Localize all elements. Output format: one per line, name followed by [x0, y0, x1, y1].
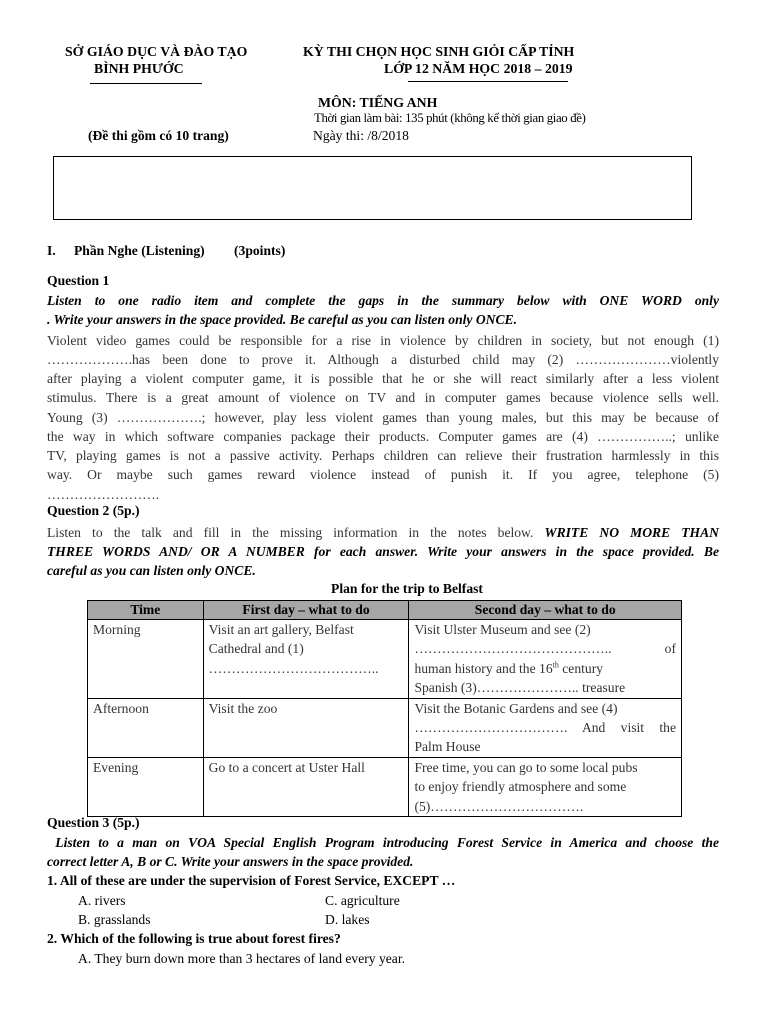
time-cell: Morning [88, 620, 204, 699]
exam-duration: Thời gian làm bài: 135 phút (không kể thời gian giao đề) [314, 111, 586, 125]
day1-cell: Go to a concert at Uster Hall [203, 757, 409, 816]
answer-option: C. agriculture [325, 893, 400, 908]
cell-line: Spanish (3)………………….. treasure [414, 680, 626, 696]
cell-line: Visit Ulster Museum and see (2) [414, 622, 591, 637]
divider [90, 83, 202, 84]
cell-line: Visit an art gallery, Belfast [208, 622, 354, 637]
answer-option: A. rivers [78, 893, 126, 908]
answer-option: D. lakes [325, 912, 370, 927]
exam-date: Ngày thi: /8/2018 [313, 128, 409, 143]
column-header: Time [88, 601, 204, 620]
question-2-instruction-cont: careful as you can listen only ONCE. [47, 563, 256, 578]
q1-text-line: after playing a violent computer game, it is possible that he or she will react similarly after a less violent [47, 371, 719, 386]
trip-plan-table [87, 600, 682, 817]
cell-line: …………………………………….. of [414, 641, 676, 657]
cell-line: ……………………………. And visit the [414, 720, 676, 736]
cell-line: (5)……………………………. [414, 798, 584, 814]
question-1-instruction [47, 291, 719, 310]
instruction-lead: Listen to the talk and fill in the missing information in the notes below. [47, 525, 545, 540]
day1-cell [203, 620, 409, 699]
question-1-instruction-cont: . Write your answers in the space provided. Be careful as you can listen only ONCE. [47, 312, 518, 327]
question-2-instruction [47, 523, 719, 542]
table-title: Plan for the trip to Belfast [331, 581, 483, 596]
page-count: (Đề thi gồm có 10 trang) [88, 128, 229, 143]
instruction-part: Listen to one radio item and complete the gaps in the summary below with ONE WORD only [47, 293, 719, 308]
cell-line: Palm House [414, 739, 481, 755]
candidate-info-box [53, 156, 692, 220]
question-2-instruction-cont: THREE WORDS AND/ OR A NUMBER for each answer. Write your answers in the space provided. Be [47, 544, 719, 559]
q1-text-line: stimulus. There is a great amount of violence on TV and in computer games because violence sells well. [47, 390, 719, 405]
instruction-emphasis: WRITE NO MORE THAN [544, 525, 719, 540]
question-3-instruction: Listen to a man on VOA Special English Program introducing Forest Service in America and choose the [47, 835, 719, 850]
question-3-title: Question 3 (5p.) [47, 815, 140, 830]
cell-line [414, 659, 676, 678]
q1-text-line: the way in which software companies package their products. Computer games are (4) ……………..; unlike [47, 429, 719, 444]
table-row [88, 757, 682, 816]
section-title: Phần Nghe (Listening) [74, 243, 205, 258]
subject-title: MÔN: TIẾNG ANH [318, 95, 438, 110]
cell-line: Free time, you can go to some local pubs [414, 759, 638, 775]
question-1-title: Question 1 [47, 273, 110, 288]
cell-text: century [558, 660, 604, 676]
question-item-1: 1. All of these are under the supervision of Forest Service, EXCEPT … [47, 873, 456, 888]
cell-text: human history and the 16 [414, 660, 553, 676]
table-row [88, 620, 682, 699]
time-cell: Evening [88, 757, 204, 816]
question-item-2: 2. Which of the following is true about forest fires? [47, 931, 341, 946]
table-row [88, 698, 682, 757]
day2-cell [409, 757, 682, 816]
cell-line: to enjoy friendly atmosphere and some [414, 779, 627, 795]
divider [408, 81, 568, 82]
time-cell: Afternoon [88, 698, 204, 757]
section-number: I. [47, 243, 56, 258]
answer-option: B. grasslands [78, 912, 151, 927]
q1-text-line: ……………………. [47, 487, 160, 502]
q1-text-line: ……………….has been done to prove it. Although a disturbed child may (2) …………………violently [47, 352, 719, 367]
answer-option: A. They burn down more than 3 hectares of land every year. [78, 951, 406, 966]
province-name: BÌNH PHƯỚC [94, 61, 184, 76]
q1-text-line: TV, playing games is not a passive activity. Perhaps children can relieve their frustration harmlessly in this [47, 448, 719, 463]
cell-line: Cathedral and (1) [208, 641, 304, 657]
cell-line: ……………………………….. [208, 660, 379, 676]
exam-grade-year: LỚP 12 NĂM HỌC 2018 – 2019 [384, 61, 573, 76]
question-3-instruction-cont: correct letter A, B or C. Write your answers in the space provided. [47, 854, 414, 869]
q1-text-line: way. Or maybe such games reward violence instead of punish it. If you agree, telephone (5) [47, 467, 719, 482]
cell-line: Visit the Botanic Gardens and see (4) [414, 700, 618, 716]
q1-text-line: Violent video games could be responsible for a rise in violence by children in society, but not enough (1) [47, 333, 719, 348]
day2-cell [409, 698, 682, 757]
day1-cell: Visit the zoo [203, 698, 409, 757]
superscript: th [552, 660, 559, 670]
q1-text-line: Young (3) ……………….; however, play less violent games than young males, but this may be because of [47, 410, 719, 425]
column-header: First day – what to do [203, 601, 409, 620]
exam-title: KỲ THI CHỌN HỌC SINH GIỎI CẤP TỈNH [303, 44, 575, 59]
question-2-title: Question 2 (5p.) [47, 503, 140, 518]
department-name: SỞ GIÁO DỤC VÀ ĐÀO TẠO [65, 44, 248, 59]
column-header: Second day – what to do [409, 601, 682, 620]
day2-cell [409, 620, 682, 699]
table-header-row [88, 601, 682, 620]
section-points: (3points) [234, 243, 286, 258]
